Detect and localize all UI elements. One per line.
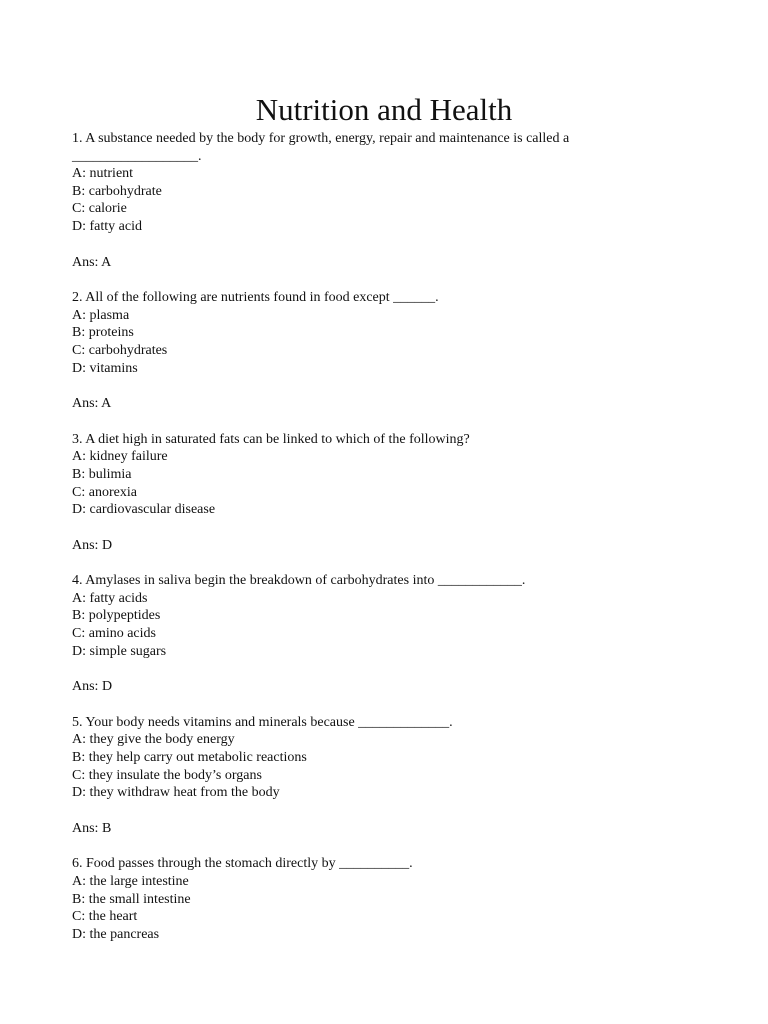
answer-key: Ans: A — [72, 254, 112, 270]
question-text: 5. Your body needs vitamins and minerals because _____________. — [72, 714, 453, 730]
answer-option: D: the pancreas — [72, 926, 160, 942]
question-block — [72, 431, 692, 555]
answer-option: C: they insulate the body’s organs — [72, 767, 262, 783]
option-list — [72, 307, 692, 377]
answer-option: D: simple sugars — [72, 643, 167, 659]
answer-option: B: they help carry out metabolic reactions — [72, 750, 307, 766]
answer-option: A: kidney failure — [72, 449, 168, 465]
answer-option: A: nutrient — [72, 166, 134, 182]
answer-option: B: bulimia — [72, 466, 132, 482]
answer-option: C: carbohydrates — [72, 342, 168, 358]
option-list — [72, 590, 692, 660]
answer-key: Ans: D — [72, 537, 113, 553]
answer-option: A: plasma — [72, 307, 130, 323]
option-list — [72, 873, 692, 943]
question-block — [72, 572, 692, 696]
answer-option: D: cardiovascular disease — [72, 502, 216, 518]
question-block — [72, 289, 692, 413]
document-title: Nutrition and Health — [255, 92, 513, 127]
question-text: 4. Amylases in saliva begin the breakdown of carbohydrates into ____________. — [72, 573, 526, 589]
answer-key: Ans: D — [72, 679, 113, 695]
answer-option: D: they withdraw heat from the body — [72, 785, 280, 801]
answer-option: B: carbohydrate — [72, 183, 162, 199]
answer-option: D: fatty acid — [72, 218, 142, 234]
question-text: 6. Food passes through the stomach directly by __________. — [72, 856, 413, 872]
question-list — [72, 130, 692, 961]
answer-option: A: fatty acids — [72, 590, 148, 606]
answer-option: C: calorie — [72, 201, 127, 217]
question-text: 1. A substance needed by the body for growth, energy, repair and maintenance is called a __________________. — [72, 131, 570, 164]
answer-option: C: the heart — [72, 909, 138, 925]
answer-option: B: polypeptides — [72, 608, 161, 624]
question-block — [72, 130, 692, 271]
answer-key: Ans: B — [72, 820, 112, 836]
answer-option: B: proteins — [72, 325, 134, 341]
option-list — [72, 731, 692, 801]
answer-option: D: vitamins — [72, 360, 138, 376]
answer-key: Ans: A — [72, 396, 112, 412]
option-list — [72, 165, 692, 235]
answer-option: B: the small intestine — [72, 891, 191, 907]
question-block — [72, 855, 692, 943]
question-block — [72, 714, 692, 838]
question-text: 2. All of the following are nutrients found in food except ______. — [72, 290, 439, 306]
option-list — [72, 448, 692, 518]
answer-option: C: anorexia — [72, 484, 137, 500]
question-text: 3. A diet high in saturated fats can be linked to which of the following? — [72, 431, 470, 447]
answer-option: A: the large intestine — [72, 874, 189, 889]
answer-option: A: they give the body energy — [72, 732, 235, 748]
answer-option: C: amino acids — [72, 626, 156, 642]
